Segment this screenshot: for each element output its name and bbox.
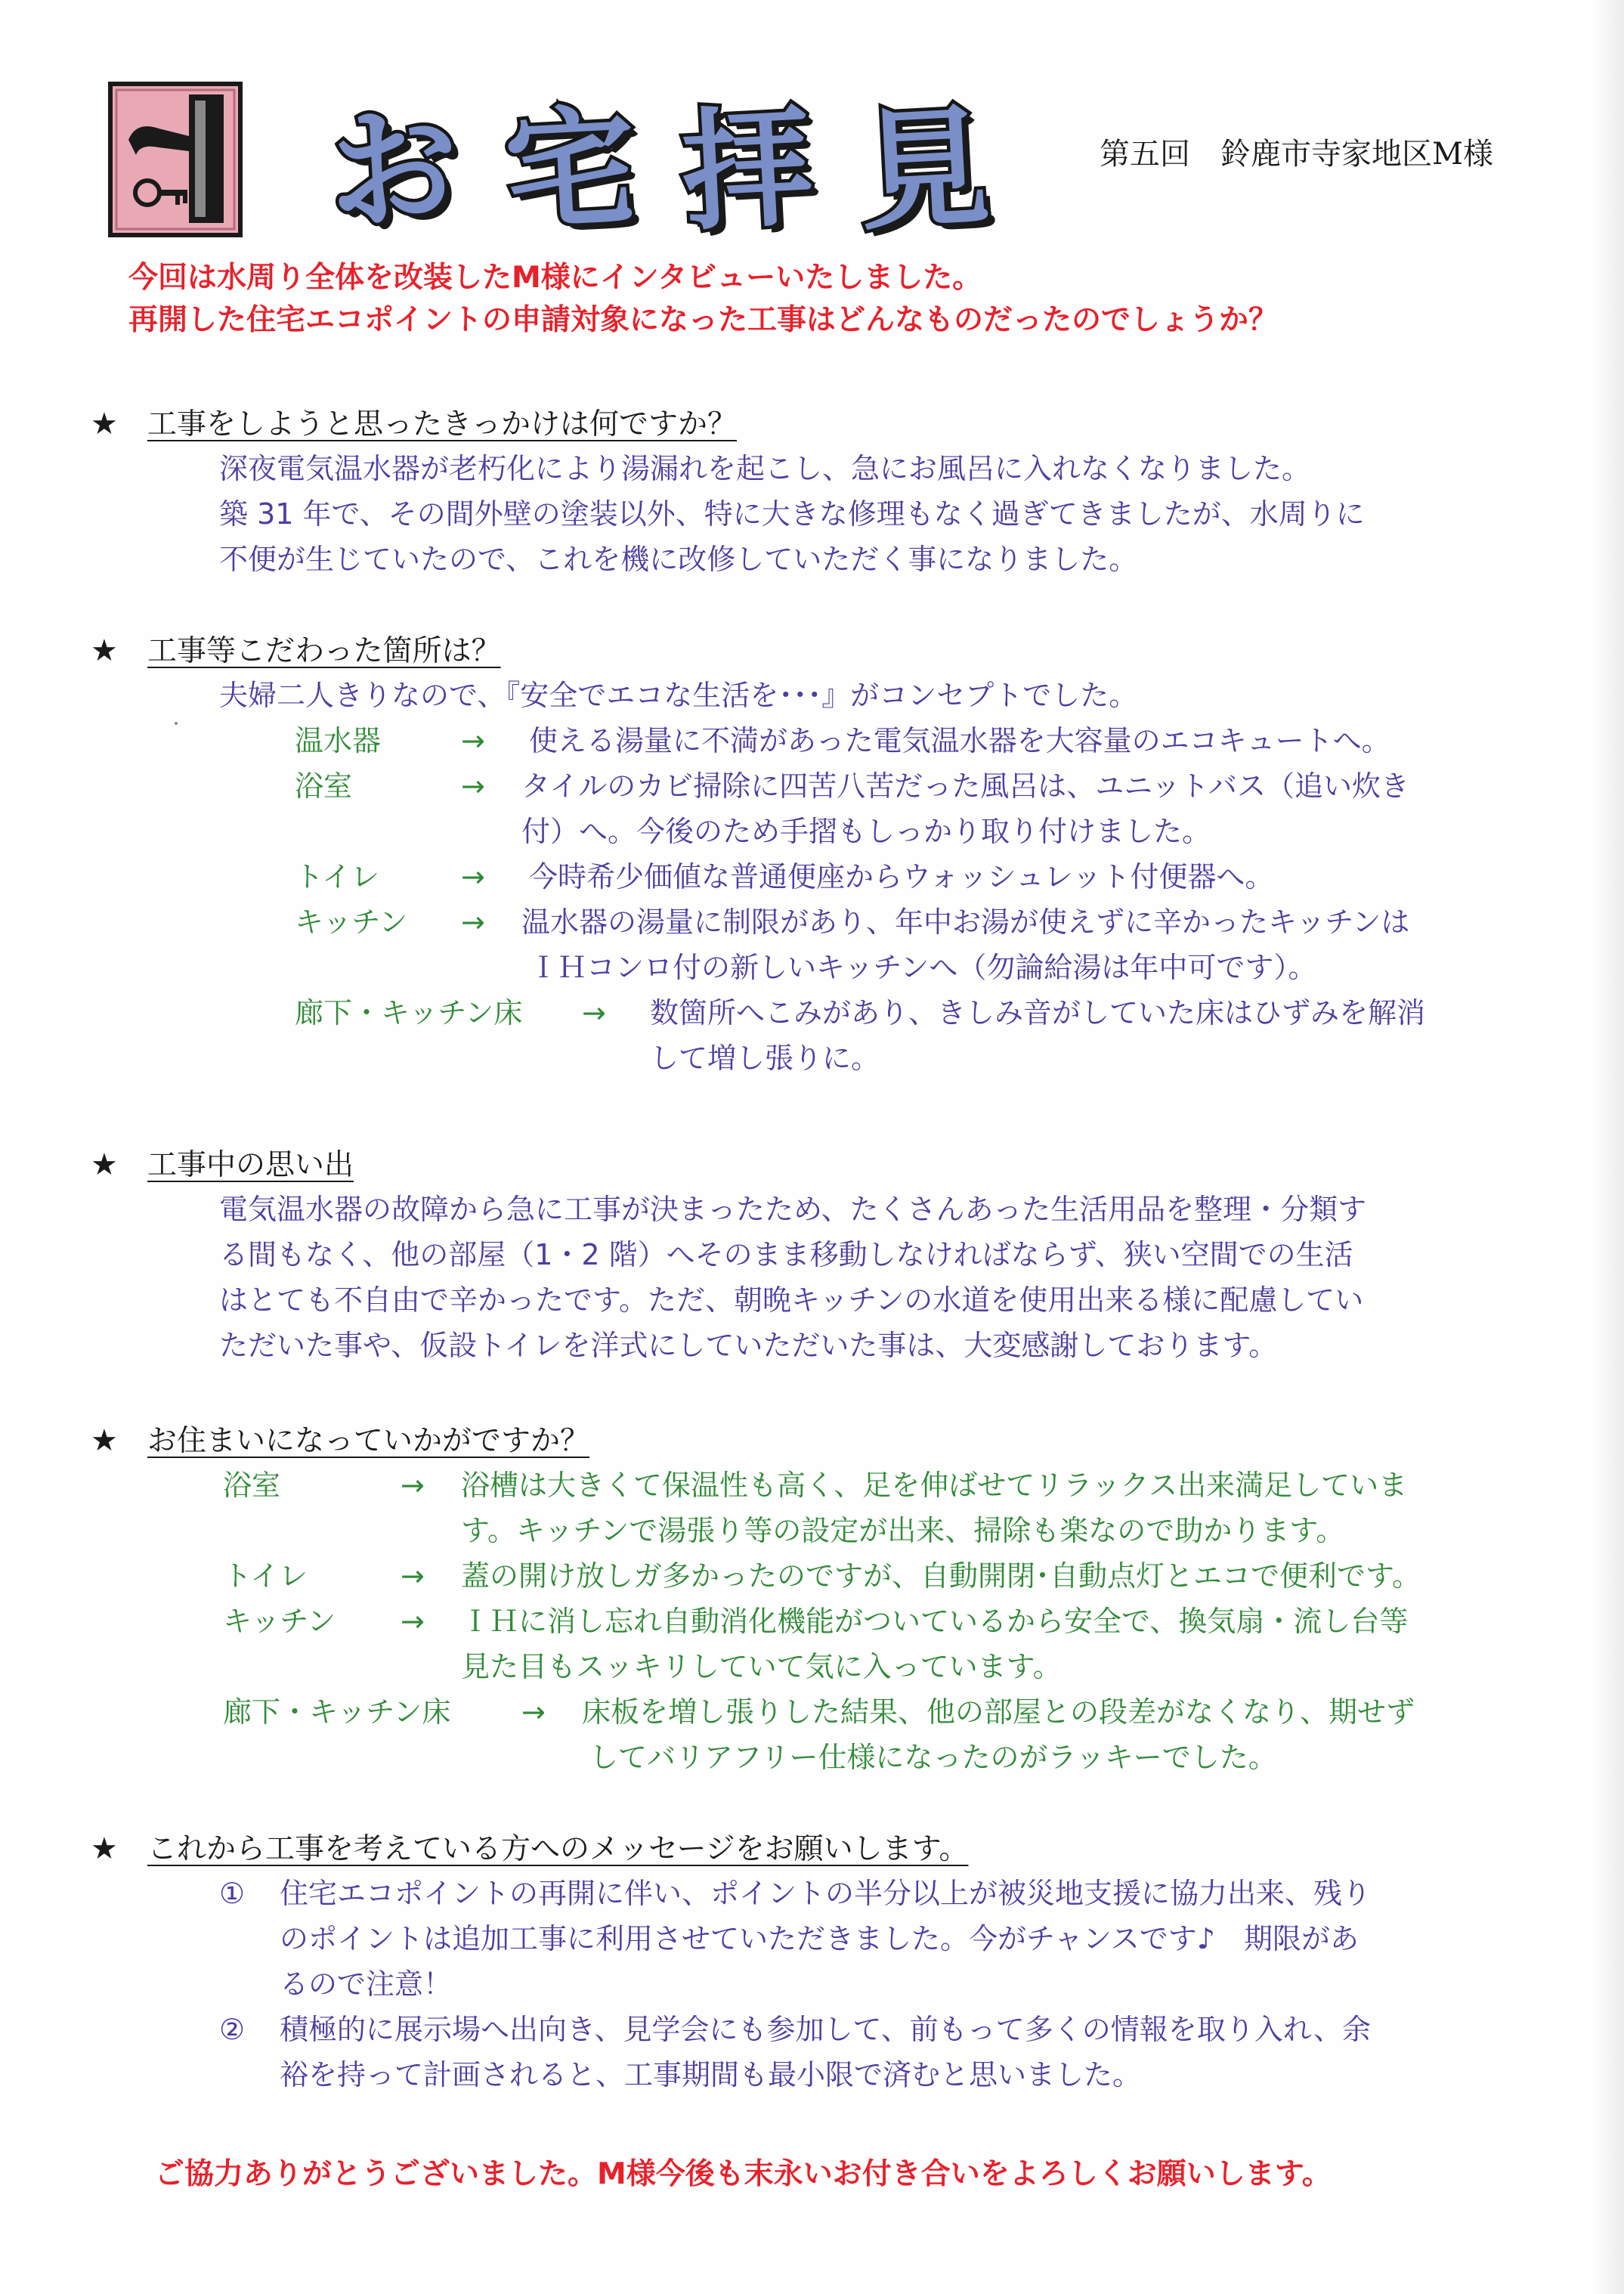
item-text: 見た目もスッキリしていて気に入っています。 xyxy=(461,1650,1062,1683)
key-logo-icon xyxy=(106,79,249,242)
item-text: ＩＨに消し忘れ自動消化機能がついているから安全で、換気扇・流し台等 xyxy=(461,1605,1409,1638)
item-label: トイレ xyxy=(295,860,380,893)
star-icon: ★ xyxy=(91,1147,118,1182)
item-text: して増し張りに。 xyxy=(650,1042,880,1075)
item-text: ＩＨコンロ付の新しいキッチンへ（勿論給湯は年中可です）。 xyxy=(529,951,1317,984)
list-item-cont xyxy=(91,809,1557,854)
intro-line: 今回は水周り全体を改装したM様にインタビューいたしました。 xyxy=(128,261,982,295)
numbered-item-cont xyxy=(91,2052,1557,2097)
list-item xyxy=(91,899,1557,945)
answer-line: 築 31 年で、その間外壁の塗装以外、特に大きな修理もなく過ぎてきましたが、水周りに xyxy=(219,497,1365,531)
star-icon: ★ xyxy=(91,1423,118,1458)
item-text: 付）へ。今後のため手摺もしっかり取り付けました。 xyxy=(521,815,1211,848)
list-item xyxy=(91,1599,1557,1644)
item-label: 浴室 xyxy=(295,769,353,803)
arrow-icon: → xyxy=(582,996,606,1029)
scan-edge xyxy=(1594,0,1624,2294)
star-icon: ★ xyxy=(91,633,118,668)
list-item xyxy=(91,1463,1557,1508)
title-char: お xyxy=(324,90,462,249)
section-motivation xyxy=(91,401,1557,582)
list-item-cont xyxy=(91,1735,1557,1780)
title-char: 拝 xyxy=(678,90,816,249)
arrow-icon: → xyxy=(401,1605,425,1638)
list-item xyxy=(91,718,1557,763)
numbered-item xyxy=(91,2007,1557,2052)
item-label: キッチン xyxy=(223,1605,336,1638)
title-char: 見 xyxy=(855,90,993,249)
item-text: 使える湯量に不満があった電気温水器を大容量のエコキュートへ。 xyxy=(529,724,1390,757)
title-char: 宅 xyxy=(501,90,639,249)
item-text: 床板を増し張りした結果、他の部屋との段差がなくなり、期せず xyxy=(582,1695,1415,1729)
item-text: す。キッチンで湯張り等の設定が出来、掃除も楽なので助かります。 xyxy=(461,1514,1345,1547)
arrow-icon: → xyxy=(401,1469,425,1502)
answer-line: はとても不自由で辛かったです。ただ、朝晩キッチンの水道を使用出来る様に配慮してい xyxy=(219,1283,1364,1317)
item-text: 温水器の湯量に制限があり、年中お湯が使えずに辛かったキッチンは xyxy=(521,906,1410,939)
question-heading: これから工事を考えている方へのメッセージをお願いします。 xyxy=(147,1832,969,1866)
numbered-item-cont xyxy=(91,1916,1557,1961)
item-number: ② xyxy=(219,2013,246,2046)
question-heading: 工事をしようと思ったきっかけは何ですか？ xyxy=(147,407,738,441)
closing-thanks: ご協力ありがとうございました。M様今後も末永いお付き合いをよろしくお願いします。 xyxy=(155,2157,1332,2191)
intro-line: 再開した住宅エコポイントの申請対象になった工事はどんなものだったのでしょうか？ xyxy=(128,303,1279,337)
answer-line: 電気温水器の故障から急に工事が決まったため、たくさんあった生活用品を整理・分類す xyxy=(219,1193,1367,1226)
item-label: 廊下・キッチン床 xyxy=(295,996,523,1029)
section-living xyxy=(91,1417,1557,1780)
item-text: 裕を持って計画されると、工事期間も最小限で済むと思いました。 xyxy=(280,2058,1142,2091)
answer-line: ただいた事や、仮設トイレを洋式にしていただいた事は、大変感謝しております。 xyxy=(219,1329,1278,1362)
star-icon: ★ xyxy=(91,1831,118,1866)
item-label: トイレ xyxy=(223,1559,308,1593)
issue-label: 第五回 鈴鹿市寺家地区M様 xyxy=(1100,137,1493,172)
item-text: してバリアフリー仕様になったのがラッキーでした。 xyxy=(589,1741,1277,1774)
item-label: 浴室 xyxy=(223,1469,281,1502)
list-item xyxy=(91,1553,1557,1599)
list-item xyxy=(91,990,1557,1036)
arrow-icon: → xyxy=(461,769,485,803)
star-icon: ★ xyxy=(91,407,118,441)
arrow-icon: → xyxy=(461,724,485,757)
item-text: タイルのカビ掃除に四苦八苦だった風呂は、ユニットバス（追い炊き xyxy=(521,769,1409,803)
list-item xyxy=(91,1689,1557,1735)
question-heading: お住まいになっていかがですか？ xyxy=(147,1424,590,1458)
item-label: 温水器 xyxy=(295,724,382,757)
answer-line: る間もなく、他の部屋（1・2 階）へそのまま移動しなければならず、狭い空間での生活 xyxy=(219,1238,1353,1271)
item-text: 数箇所へこみがあり、きしみ音がしていた床はひずみを解消 xyxy=(650,996,1426,1029)
arrow-icon: → xyxy=(401,1559,425,1593)
list-item-cont xyxy=(91,1036,1557,1081)
item-text: 住宅エコポイントの再開に伴い、ポイントの半分以上が被災地支援に協力出来、残り xyxy=(280,1877,1372,1910)
list-item xyxy=(91,763,1557,809)
numbered-item xyxy=(91,1871,1557,1916)
arrow-icon: → xyxy=(521,1695,546,1729)
item-text: るので注意！ xyxy=(280,1967,453,2001)
arrow-icon: → xyxy=(461,906,485,939)
arrow-icon: → xyxy=(461,860,485,893)
answer-line: 夫婦二人きりなので、『安全でエコな生活を･･･』がコンセプトでした。 xyxy=(219,679,1138,712)
item-text: のポイントは追加工事に利用させていただきました。今がチャンスです♪ 期限があ xyxy=(280,1922,1359,1955)
intro xyxy=(128,257,1564,342)
section-memories xyxy=(91,1141,1557,1368)
item-label: キッチン xyxy=(295,906,408,939)
item-label: 廊下・キッチン床 xyxy=(223,1695,451,1729)
section-message xyxy=(91,1825,1557,2097)
list-item-cont xyxy=(91,945,1557,990)
question-heading: 工事中の思い出 xyxy=(147,1148,354,1182)
item-text: 今時希少価値な普通便座からウォッシュレット付便器へ。 xyxy=(529,860,1274,893)
item-number: ① xyxy=(219,1877,246,1910)
list-item xyxy=(91,854,1557,899)
item-text: 積極的に展示場へ出向き、見学会にも参加して、前もって多くの情報を取り入れ、余 xyxy=(280,2013,1372,2046)
page-title xyxy=(317,83,999,249)
list-item-cont xyxy=(91,1508,1557,1553)
answer-line: 深夜電気温水器が老朽化により湯漏れを起こし、急にお風呂に入れなくなりました。 xyxy=(219,452,1311,485)
section-focus-points xyxy=(91,627,1557,1081)
question-heading: 工事等こだわった箇所は？ xyxy=(147,634,501,668)
item-text: 蓋の開け放しガ多かったのですが、自動開閉･自動点灯とエコで便利です。 xyxy=(461,1559,1421,1593)
answer-line: 不便が生じていたので、これを機に改修していただく事になりました。 xyxy=(219,543,1138,576)
list-item-cont xyxy=(91,1644,1557,1689)
numbered-item-cont xyxy=(91,1961,1557,2007)
item-text: 浴槽は大きくて保温性も高く、足を伸ばせてリラックス出来満足していま xyxy=(461,1469,1408,1502)
